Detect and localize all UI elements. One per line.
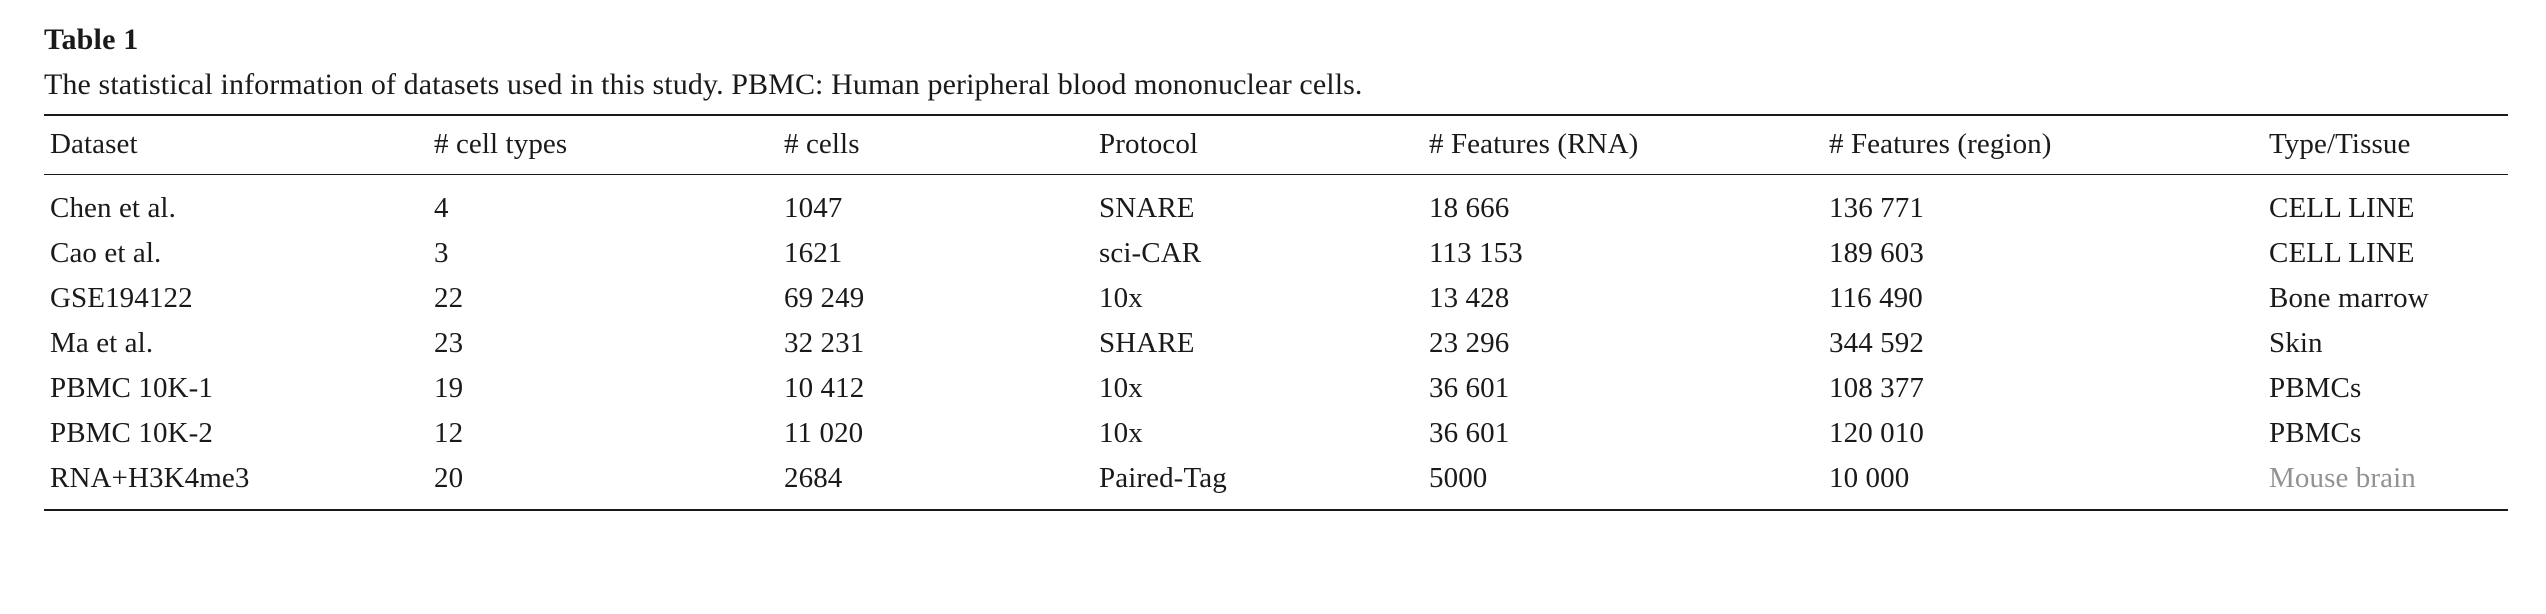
- cell-protocol: 10x: [1099, 416, 1143, 449]
- cell-cell-types: 12: [434, 416, 464, 449]
- cell-dataset: RNA+H3K4me3: [50, 461, 250, 494]
- cell-type-tissue: Mouse brain: [2269, 461, 2416, 494]
- cell-cells: 1047: [784, 191, 843, 224]
- cell-type-tissue: Bone marrow: [2269, 281, 2429, 314]
- cell-features-rna: 5000: [1429, 461, 1488, 494]
- table-row: [44, 231, 2508, 276]
- cell-cells: 11 020: [784, 416, 864, 449]
- cell-type-tissue: CELL LINE: [2269, 191, 2415, 224]
- column-header-protocol: Protocol: [1099, 127, 1199, 160]
- table-row: [44, 366, 2508, 411]
- cell-features-rna: 113 153: [1429, 236, 1523, 269]
- cell-cells: 2684: [784, 461, 843, 494]
- cell-features-region: 344 592: [1829, 326, 1924, 359]
- cell-cell-types: 23: [434, 326, 464, 359]
- cell-features-region: 189 603: [1829, 236, 1924, 269]
- cell-cells: 10 412: [784, 371, 865, 404]
- table-row: [44, 174, 2508, 231]
- cell-features-rna: 36 601: [1429, 416, 1510, 449]
- cell-dataset: GSE194122: [50, 281, 193, 314]
- cell-cells: 69 249: [784, 281, 865, 314]
- cell-dataset: Cao et al.: [50, 236, 162, 269]
- cell-cells: 32 231: [784, 326, 865, 359]
- cell-features-region: 116 490: [1829, 281, 1923, 314]
- cell-dataset: PBMC 10K-2: [50, 416, 213, 449]
- table-row: [44, 276, 2508, 321]
- cell-features-rna: 36 601: [1429, 371, 1510, 404]
- cell-features-region: 10 000: [1829, 461, 1910, 494]
- cell-type-tissue: PBMCs: [2269, 416, 2362, 449]
- cell-cell-types: 4: [434, 191, 449, 224]
- column-header-features-rna: # Features (RNA): [1429, 127, 1639, 160]
- cell-type-tissue: CELL LINE: [2269, 236, 2415, 269]
- column-header-cell-types: # cell types: [434, 127, 568, 160]
- cell-protocol: sci-CAR: [1099, 236, 1202, 269]
- table-caption: The statistical information of datasets used in this study. PBMC: Human peripheral blood mononuclear cells.: [44, 68, 1363, 101]
- cell-features-rna: 23 296: [1429, 326, 1510, 359]
- table-header-row: [44, 115, 2508, 175]
- cell-protocol: 10x: [1099, 281, 1143, 314]
- cell-protocol: SHARE: [1099, 326, 1195, 359]
- table-head: [44, 115, 2508, 175]
- column-header-cells: # cells: [784, 127, 860, 160]
- table-label: Table 1: [44, 23, 139, 56]
- cell-type-tissue: PBMCs: [2269, 371, 2362, 404]
- table-row: [44, 456, 2508, 510]
- column-header-type-tissue: Type/Tissue: [2269, 127, 2411, 160]
- cell-dataset: PBMC 10K-1: [50, 371, 213, 404]
- cell-cell-types: 20: [434, 461, 464, 494]
- cell-features-rna: 13 428: [1429, 281, 1510, 314]
- cell-protocol: 10x: [1099, 371, 1143, 404]
- cell-features-region: 108 377: [1829, 371, 1924, 404]
- cell-protocol: Paired-Tag: [1099, 461, 1227, 494]
- cell-protocol: SNARE: [1099, 191, 1195, 224]
- table-body: [44, 174, 2508, 510]
- cell-features-region: 120 010: [1829, 416, 1924, 449]
- cell-dataset: Chen et al.: [50, 191, 176, 224]
- column-header-features-region: # Features (region): [1829, 127, 2052, 160]
- cell-cell-types: 22: [434, 281, 464, 314]
- table-row: [44, 321, 2508, 366]
- cell-cell-types: 19: [434, 371, 464, 404]
- dataset-statistics-table: [44, 114, 2508, 511]
- cell-features-region: 136 771: [1829, 191, 1924, 224]
- table-row: [44, 411, 2508, 456]
- cell-features-rna: 18 666: [1429, 191, 1510, 224]
- cell-cells: 1621: [784, 236, 843, 269]
- cell-cell-types: 3: [434, 236, 449, 269]
- cell-dataset: Ma et al.: [50, 326, 154, 359]
- cell-type-tissue: Skin: [2269, 326, 2323, 359]
- column-header-dataset: Dataset: [50, 127, 138, 160]
